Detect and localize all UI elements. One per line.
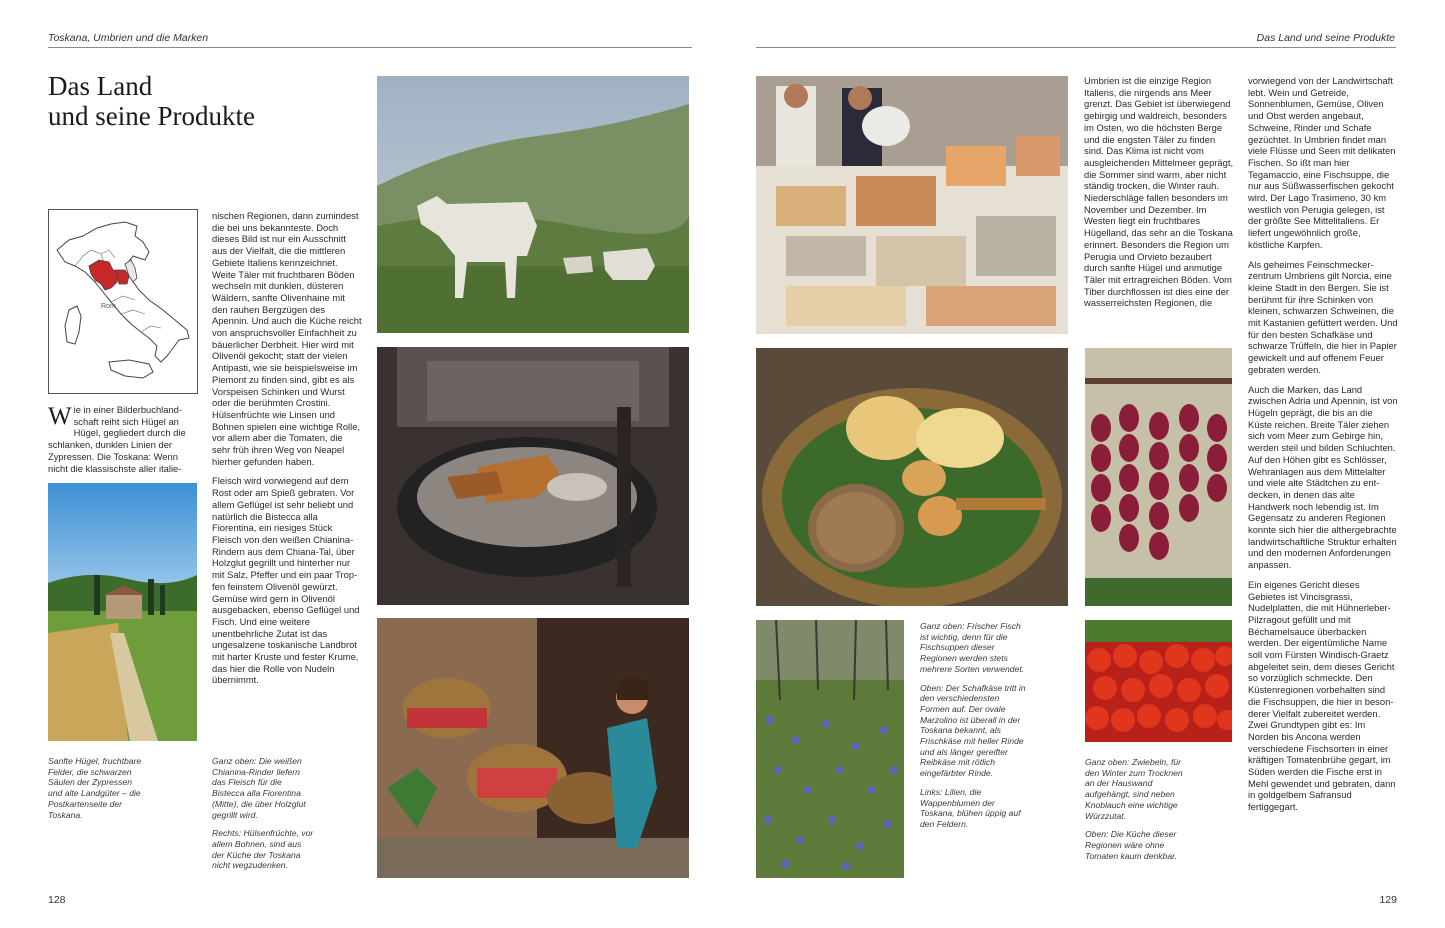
intro-paragraph bbox=[48, 404, 198, 474]
caption-tomatoes: Oben: Die Küche dieser Regionen wäre ohne Tomaten kaum denkbar. bbox=[1085, 829, 1178, 861]
map-label-rom: Rom bbox=[101, 303, 116, 310]
caption-lilies: Links: Lilien, die Wappenblumen der Toskana, blühen üppig auf den Feldern. bbox=[920, 786, 1021, 829]
body-right-p1: vorwiegend von der Landwirtschaft lebt. Wein und Getreide, Sonnenblumen, Gemüse, Oliven und Obst werden angebaut, Schweine, Rinder und Schafe gezüchtet. In Umbrien findet man viele Flüsse und Seen mit delikaten Fischen. So ißt man hier Tegamaccio, eine Fischsuppe, die nur aus Süßwasserfischen gekocht wird. Der Lago Trasimeno, 30 km westlich von Perugia gelegen, ist der größte See Mittelitaliens. Er liefert ungewöhnlich große, köstliche Karpfen. bbox=[1248, 75, 1396, 250]
caption-fish-cheese-lilies bbox=[920, 621, 1026, 838]
photo-tomatoes bbox=[1085, 620, 1232, 742]
caption-landscape: Sanfte Hügel, fruchtbare Felder, die schwarzen Säulen der Zypressen und alte Landgüter – die Postkartenseite der Toskana. bbox=[48, 756, 142, 820]
italy-map bbox=[48, 209, 198, 394]
page-number-left: 128 bbox=[48, 894, 66, 906]
body-column-right bbox=[1248, 75, 1398, 821]
body-column-2 bbox=[212, 210, 362, 694]
caption-cheese: Oben: Der Schafkäse tritt in den verschiedensten Formen auf. Der ovale Marzolino ist überall in der Toskana bekannt, als Frischkäse mit heller Rinde und als länger gereifter Reibkäse mit rötlich eingefärbter Rinde. bbox=[920, 682, 1026, 779]
running-header-left: Toskana, Umbrien und die Marken bbox=[48, 32, 209, 44]
body-col2-p1: nischen Regionen, dann zumindest die bei uns bekannteste. Doch dieses Bild ist nur ein Ausschnitt aus der Vielfalt, die die mittleren Gebiete Italiens kennzeichnet. Weite Täler mit fruchtbaren Böden wechseln mit dunklen, düsteren Wäldern, sanfte Olivenhaine mit den rauhen Bergzügen des Apennin. Und auch die Küche reicht von anspruchsvoller Einfachheit zu bäuerlicher Derbheit. Hier wird mit Olivenöl gekocht; statt der vielen Antipasti, wie sie beispielsweise im Piemont zu finden sind, gibt es als Vorspeisen Schinken und Wurst oder die berühmten Crostini. Hülsenfrüchte wie Linsen und Bohnen spielen eine wichtige Rolle, vor allem aber die Tomaten, die sehr früh ihren Weg von Neapel hierher gefunden haben. bbox=[212, 210, 362, 467]
photo-hanging-onions bbox=[1085, 348, 1232, 606]
photo-iris-field bbox=[756, 620, 904, 878]
header-rule-left bbox=[48, 47, 692, 48]
photo-tuscan-landscape bbox=[48, 483, 197, 741]
body-col2-p2: Fleisch wird vorwiegend auf dem Rost oder am Spieß gebraten. Vor allem Geflügel ist sehr beliebt und natürlich die Bistecca alla Fiorentina, ein riesiges Stück Fleisch von den weißen Chianina-Rindern aus dem Chiana-Tal, über Holzglut gegrillt und hinterher nur mit Salz, Pfeffer und ein paar Tropfen feinstem Olivenöl gewürzt. Gemüse wird gern in Olivenöl ausgebacken, ebenso Geflügel und Fisch. Und eine weitere unentbehrliche Zutat ist das ungesalzene toskanische Landbrot mit harter Kruste und fester Krume, das hier die Rolle von Nudeln übernimmt. bbox=[212, 475, 360, 686]
caption-chianina-p2: Rechts: Hülsenfrüchte, vor allem Bohnen, sind aus der Küche der Toskana nicht wegzudenken. bbox=[212, 828, 314, 871]
header-rule-right bbox=[756, 47, 1396, 48]
body-column-umbrien bbox=[1084, 75, 1234, 317]
photo-sheep-cheese bbox=[756, 348, 1068, 606]
caption-chianina bbox=[212, 756, 316, 879]
page-title bbox=[48, 71, 358, 131]
photo-fish-market bbox=[756, 76, 1068, 334]
drop-cap: W bbox=[48, 403, 72, 430]
italy-map-graphic bbox=[49, 210, 197, 393]
title-line-2: und seine Produkte bbox=[48, 101, 255, 131]
title-line-1: Das Land bbox=[48, 71, 153, 101]
body-right-p4: Ein eigenes Gericht dieses Gebietes ist Vincisgrassi, Nudelplatten, die mit Hühnerleber-Pilzragout gefüllt und mit Béchamelsauce überbacken werden. Der eigentümliche Name soll vom Fürsten Windisch-Graetz abgeleitet sein, dem dieses Gericht so vorzüglich schmeckte. Den Küstenregionen vorbehalten sind die Fischsuppen, die hier in besonderer Vielfalt zubereitet werden. Zwei Grundtypen gibt es: Im Norden bis Ancona werden verschiedene Fischsorten in einer kräftigen Tomatenbrühe gegart, im Süden werden die Fische erst in Mehl gewendet und gebraten, dann in goldgelbem Safransud fertiggegart. bbox=[1248, 578, 1396, 813]
body-umbrien-p1: Umbrien ist die einzige Region Italiens, die nirgends ans Meer grenzt. Das Gebiet ist überwiegend gebirgig und waldreich, besonders im Osten, wo die höchsten Berge und die engsten Täler zu finden sind. Das Klima ist nicht vom ausgleichenden Mittelmeer geprägt, die Sommer sind warm, aber nicht ständig trocken, die Winter rauh. Niederschläge fallen besonders im November und Dezember. Im Westen liegt ein fruchtbares Hügelland, das sehr an die Toskana erinnert. Besonders die Region um Perugia und Orvieto bezaubert durch sanfte Hügel und anmutige Täler mit ertragreichen Böden. Vom Tiber durchflossen ist dies eine der wasserreichsten Regionen, die bbox=[1084, 75, 1234, 309]
intro-text: ie in einer Bilderbuchlandschaft reiht sich Hügel an Hügel, gegliedert durch die schlanken, dunklen Linien der Zypressen. Die Toskana: Wenn nicht die klassischste aller italie- bbox=[48, 404, 186, 474]
caption-onions: Ganz oben: Zwiebeln, für den Winter zum Trocknen an der Hauswand aufgehängt, sind neben Knoblauch eine wichtige Würzzutat. bbox=[1085, 757, 1183, 821]
caption-fish: Ganz oben: Frischer Fisch ist wichtig, denn für die Fischsuppen dieser Regionen werden stets mehrere Sorten verwendet. bbox=[920, 621, 1025, 674]
photo-bistecca-grill bbox=[377, 347, 689, 605]
photo-legume-market bbox=[377, 618, 689, 878]
photo-chianina-cattle bbox=[377, 76, 689, 333]
body-right-p2: Als geheimes Feinschmeckerzentrum Umbriens gilt Norcia, eine kleine Stadt in den Bergen. Sie ist berühmt für ihre Schinken von kleinen, schwarzen Schweinen, die mit Kastanien gefüttert werden. Und für den besten Schafkäse und schwarze Trüffeln, die hier in Papier gewickelt und auf offenem Feuer gebraten werden. bbox=[1248, 258, 1398, 375]
body-right-p3: Auch die Marken, das Land zwischen Adria und Apennin, ist von Hügeln geprägt, die bis an die Küste reichen. Breite Täler ziehen sich vom Meer zum Gebirge hin, werden steil und bilden Schluchten. Auf den Höhen gibt es Schlösser, Wehranlagen aus dem Mittelalter und viele alte Städtchen zu entdecken, in denen das alte Handwerk noch lebendig ist. Im Gegensatz zu anderen Regionen konnte sich hier die althergebrachte landwirtschaftliche Struktur erhalten und den modernen Anforderungen anpassen. bbox=[1248, 383, 1398, 571]
running-header-right: Das Land und seine Produkte bbox=[1256, 32, 1395, 44]
page-number-right: 129 bbox=[1379, 894, 1397, 906]
caption-onions-tomatoes bbox=[1085, 757, 1185, 869]
caption-chianina-p1: Ganz oben: Die weißen Chianina-Rinder liefern das Fleisch für die Bistecca alla Fiorentina (Mitte), die über Holzglut gegrillt wird. bbox=[212, 756, 306, 820]
